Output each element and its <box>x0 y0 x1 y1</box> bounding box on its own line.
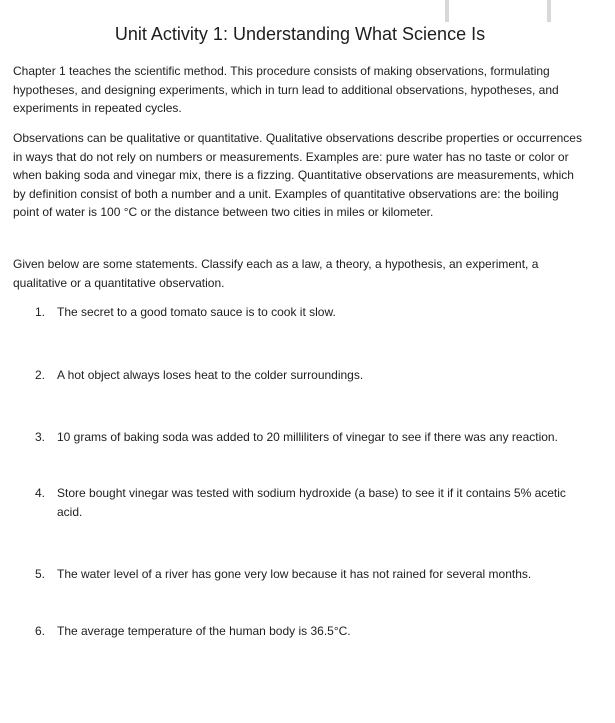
question-item-4 <box>35 484 585 521</box>
question-number: 4. <box>35 486 46 500</box>
question-text: The secret to a good tomato sauce is to cook it slow. <box>57 305 336 319</box>
instructions-paragraph: Given below are some statements. Classify each as a law, a theory, a hypothesis, an experiment, a qualitative or a quantitative observation. <box>13 257 539 290</box>
question-text: A hot object always loses heat to the colder surroundings. <box>57 368 364 382</box>
question-text: The water level of a river has gone very low because it has not rained for several months. <box>57 567 532 581</box>
question-number: 6. <box>35 624 46 638</box>
question-text: The average temperature of the human body is 36.5°C. <box>57 624 351 638</box>
question-item-5 <box>35 565 585 584</box>
question-number: 5. <box>35 567 46 581</box>
page-edge-mark <box>445 0 449 22</box>
intro-paragraph: Chapter 1 teaches the scientific method. This procedure consists of making observations, formulating hypotheses, and designing experiments, which in turn lead to additional observations, hypotheses, and experiments in repeated cycles. <box>13 64 559 116</box>
question-number: 1. <box>35 305 46 319</box>
question-item-1 <box>35 303 585 322</box>
question-text: Store bought vinegar was tested with sodium hydroxide (a base) to see it if it contains 5% acetic acid. <box>57 486 566 519</box>
page-edge-mark <box>547 0 551 22</box>
question-text: 10 grams of baking soda was added to 20 milliliters of vinegar to see if there was any reaction. <box>57 430 558 444</box>
question-item-2 <box>35 366 585 385</box>
question-item-3 <box>35 428 585 447</box>
observations-paragraph: Observations can be qualitative or quantitative. Qualitative observations describe properties or occurrences in ways that do not rely on numbers or measurements. Examples are: pure water has no taste or color or when baking soda and vinegar mix, there is a fizzing. Quantitative observations are measurements, which by definition consist of both a number and a unit. Examples of quantitative observations are: the boiling point of water is 100 °C or the distance between two cities in miles or kilometer. <box>13 131 582 220</box>
question-number: 2. <box>35 368 46 382</box>
question-item-6 <box>35 622 585 641</box>
document-title: Unit Activity 1: Understanding What Science Is <box>114 24 486 44</box>
question-number: 3. <box>35 430 46 444</box>
